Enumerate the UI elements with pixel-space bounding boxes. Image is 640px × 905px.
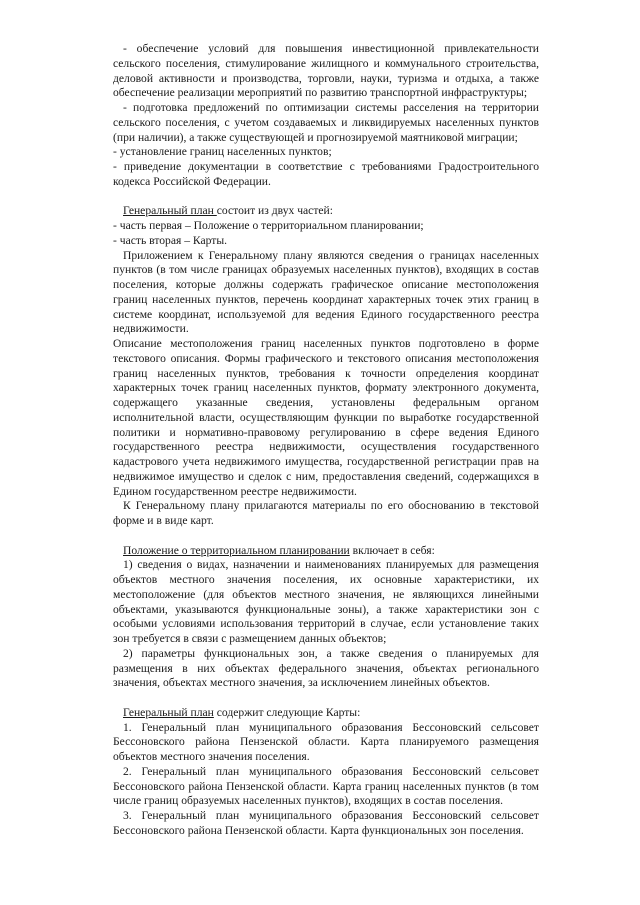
- appendix-paragraph: Приложением к Генеральному плану являются сведения о границах населенных пунктов (в том числе границах образуемых населенных пунктов), входящих в состав поселения, которые должны содержать графическое описание местоположения границ населенных пунктов, перечень координат характерных точек этих границ в системе координат, используемой для ведения Единого государственного реестра недвижимости.: [113, 248, 539, 336]
- intro-bullet: - установление границ населенных пунктов;: [113, 145, 332, 159]
- maps-item: 1. Генеральный план муниципального образования Бессоновский сельсовет Бессоновского района Пензенской области. Карта планируемого размещения объектов местного значения поселения.: [113, 720, 539, 763]
- parts-item: - часть первая – Положение о территориальном планировании;: [113, 219, 424, 232]
- maps-item: 3. Генеральный план муниципального образования Бессоновский сельсовет Бессоновского района Пензенской области. Карта функциональных зон поселения.: [113, 809, 539, 837]
- provision-item: 1) сведения о видах, назначении и наименованиях планируемых для размещения объектов местного значения поселения, их основные характеристики, их местоположение (для объектов местного значения, не являющихся линейными объектами, указываются функциональные зоны), а также характеристики зон с особыми условиями использования территорий в случае, если установление таких зон требуется в связи с размещением данных объектов;: [113, 558, 539, 645]
- intro-bullet: - приведение документации в соответствие с требованиями Градостроительного кодекса Российской Федерации.: [113, 160, 539, 188]
- provision-heading-rest: включает в себя:: [349, 543, 435, 557]
- parts-item: - часть вторая – Карты.: [113, 233, 228, 247]
- parts-heading-underlined: Генеральный план: [123, 204, 217, 218]
- provision-heading-underlined: Положение о территориальном планировании: [123, 543, 350, 557]
- maps-heading: [113, 706, 539, 721]
- maps-heading-rest: содержит следующие Карты:: [213, 705, 361, 719]
- provision-heading: [113, 544, 539, 559]
- description-paragraph: Описание местоположения границ населенных пунктов подготовлено в форме текстового описания. Формы графического и текстового описания местоположения границ населенных пунктов, требования к точности определения координат характерных точек границ населенных пунктов, формату электронного документа, содержащего указанные сведения, установлены федеральным органом исполнительной власти, осуществляющим функции по выработке государственной политики и нормативно-правовому регулированию в сфере ведения Единого государственного реестра недвижимости, осуществления государственного кадастрового учета недвижимого имущества, государственной регистрации прав на недвижимое имущество и сделок с ним, предоставления сведений, содержащихся в Едином государственном реестре недвижимости.: [113, 337, 539, 498]
- maps-heading-underlined: Генеральный план: [123, 705, 214, 719]
- parts-heading-rest: состоит из двух частей:: [216, 204, 333, 218]
- materials-paragraph: К Генеральному плану прилагаются материалы по его обоснованию в текстовой форме и в виде карт.: [113, 499, 539, 527]
- document-page: [113, 42, 539, 839]
- parts-heading: [113, 204, 539, 219]
- intro-bullet: - подготовка предложений по оптимизации системы расселения на территории сельского поселения, с учетом создаваемых и ликвидируемых населенных пунктов (при наличии), а также существующей и прогнозируемой маятниковой миграции;: [113, 101, 539, 144]
- provision-item: 2) параметры функциональных зон, а также сведения о планируемых для размещения в них объектах федерального значения, объектах регионального значения, объектах местного значения, за исключением линейных объектов.: [113, 646, 539, 690]
- maps-item: 2. Генеральный план муниципального образования Бессоновский сельсовет Бессоновского района Пензенской области. Карта границ населенных пунктов (в том числе границ образуемых населенных пунктов), входящих в состав поселения.: [113, 764, 539, 808]
- intro-bullet: - обеспечение условий для повышения инвестиционной привлекательности сельского поселения, стимулирование жилищного и коммунального строительства, деловой активности и производства, торговли, науки, туризма и отдыха, а также обеспечение реализации мероприятий по развитию транспортной инфраструктуры;: [113, 42, 539, 100]
